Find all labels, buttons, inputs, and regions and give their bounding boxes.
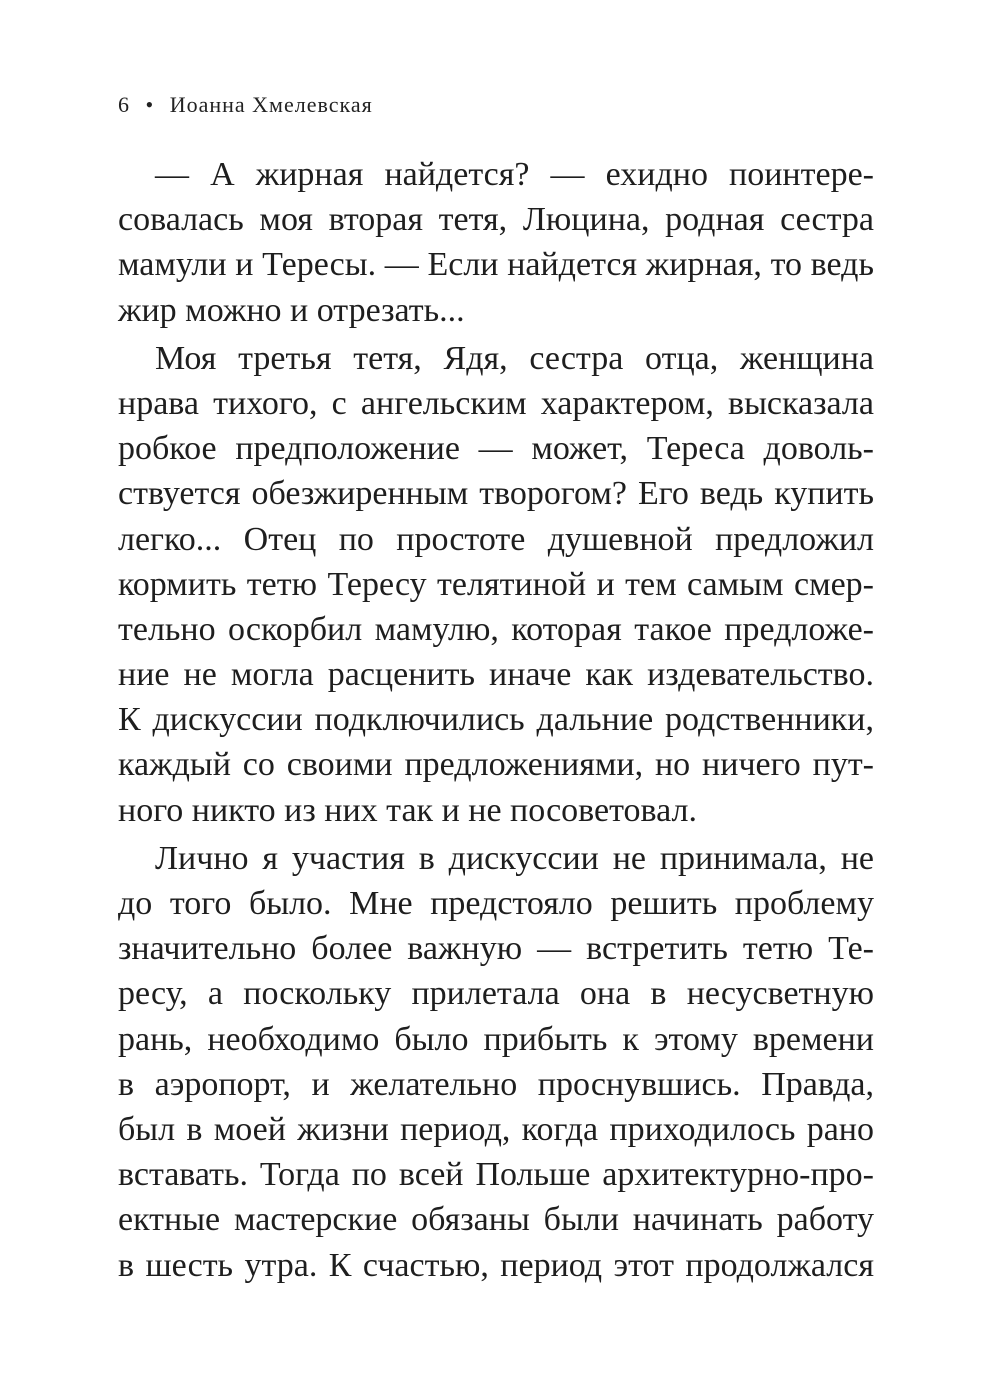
text-line: робкое предположение — может, Тереса доволь-: [118, 430, 874, 468]
text-line: в шесть утра. К счастью, период этот продолжался: [118, 1246, 874, 1284]
text-line: значительно более важную — встретить тетю Те-: [118, 930, 874, 968]
text-line: Моя третья тетя, Ядя, сестра отца, женщина: [155, 339, 874, 377]
page-number: 6: [118, 92, 130, 117]
running-header: [118, 92, 373, 118]
text-line: каждый со своими предложениями, но ничего пут-: [118, 746, 874, 784]
text-line: К дискуссии подключились дальние родственники,: [118, 701, 874, 739]
text-line: мамули и Тересы. — Если найдется жирная, то ведь: [118, 246, 874, 284]
text-line: жир можно и отрезать...: [118, 291, 465, 329]
text-line: ствуется обезжиренным творогом? Его ведь купить: [118, 475, 874, 513]
text-line: ектные мастерские обязаны были начинать работу: [118, 1201, 874, 1239]
text-line: рань, необходимо было прибыть к этому времени: [118, 1020, 874, 1058]
text-line: Лично я участия в дискуссии не принимала, не: [155, 839, 874, 877]
author-name: Иоанна Хмелевская: [169, 92, 373, 117]
text-line: кормить тетю Тересу телятиной и тем самым смер-: [118, 565, 874, 603]
text-line: в аэропорт, и желательно проснувшись. Правда,: [118, 1065, 874, 1103]
text-line: совалась моя вторая тетя, Люцина, родная сестра: [118, 201, 874, 239]
text-line: легко... Отец по простоте душевной предложил: [118, 520, 874, 558]
text-line: до того было. Мне предстояло решить проблему: [118, 885, 874, 922]
header-separator: •: [145, 92, 155, 117]
text-line: тельно оскорбил мамулю, которая такое предложе-: [118, 610, 874, 648]
text-line: был в моей жизни период, когда приходилось рано: [118, 1110, 874, 1148]
text-line: вставать. Тогда по всей Польше архитектурно-про-: [118, 1156, 874, 1194]
text-line: ного никто из них так и не посоветовал.: [118, 791, 697, 829]
body-text: [118, 152, 874, 1288]
text-line: нрава тихого, с ангельским характером, высказала: [118, 384, 874, 422]
text-line: ресу, а поскольку прилетала она в несусветную: [118, 975, 874, 1013]
text-line: ние не могла расценить иначе как издевательство.: [118, 656, 874, 694]
text-line: — А жирная найдется? — ехидно поинтере-: [155, 156, 874, 193]
